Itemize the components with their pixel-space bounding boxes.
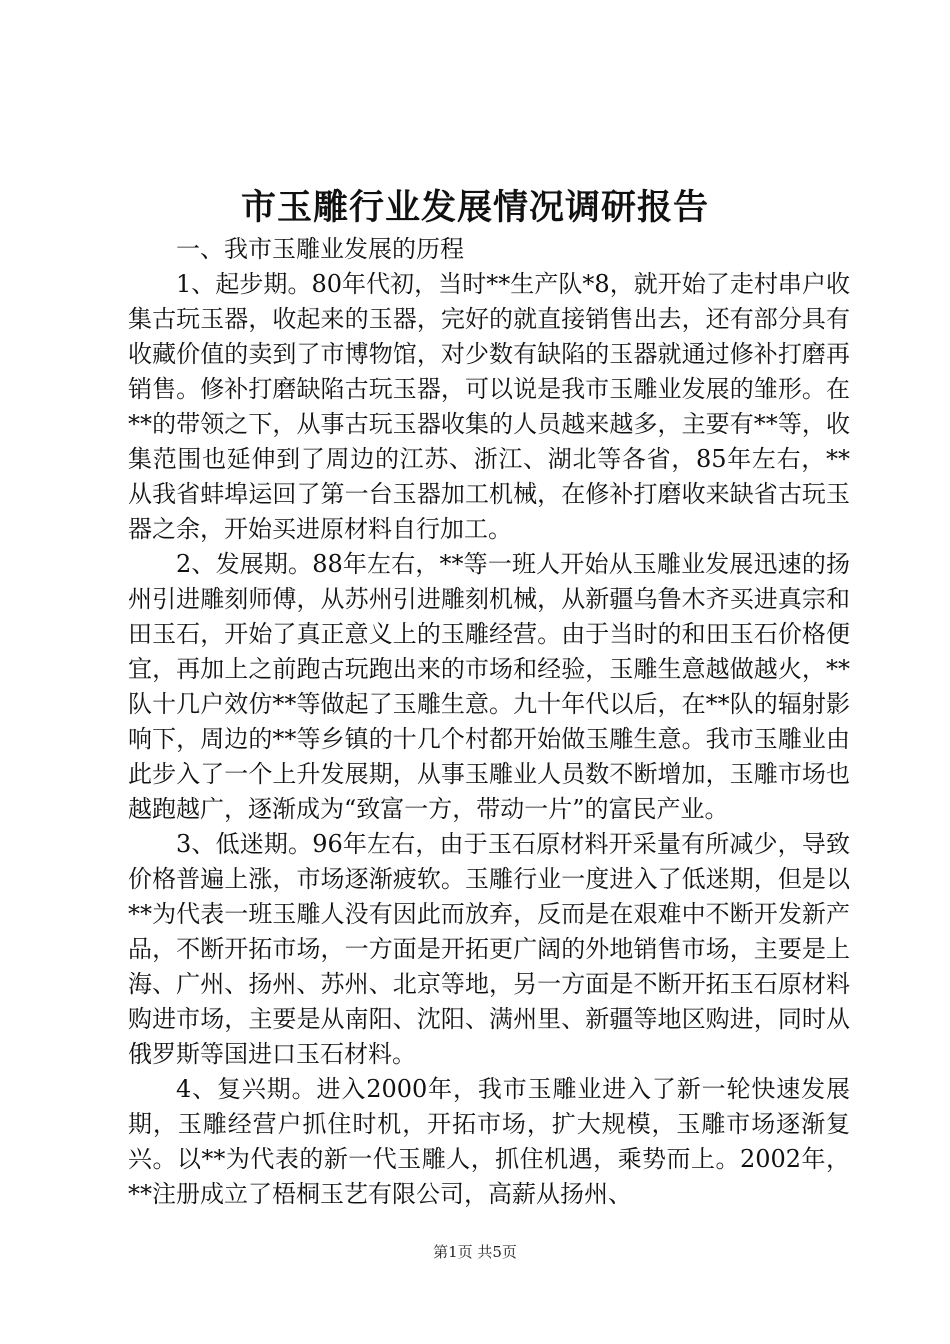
document-title: 市玉雕行业发展情况调研报告 bbox=[240, 187, 709, 228]
section-heading: 一、我市玉雕业发展的历程 bbox=[176, 235, 464, 263]
paragraph-revival-period: 4、复兴期。进入2000年，我市玉雕业进入了新一轮快速发展期，玉雕经营户抓住时机，开拓市场，扩大规模，玉雕市场逐渐复兴。以**为代表的新一代玉雕人，抓住机遇，乘势而上。2002年，**注册成立了梧桐玉艺有限公司，高薪从扬州、 bbox=[128, 1075, 850, 1208]
paragraph-development-period: 2、发展期。88年左右，**等一班人开始从玉雕业发展迅速的扬州引进雕刻师傅，从苏州引进雕刻机械，从新疆乌鲁木齐买进真宗和田玉石，开始了真正意义上的玉雕经营。由于当时的和田玉石价格便宜，再加上之前跑古玩跑出来的市场和经验，玉雕生意越做越火，**队十几户效仿**等做起了玉雕生意。九十年代以后，在**队的辐射影响下，周边的**等乡镇的十几个村都开始做玉雕生意。我市玉雕业由此步入了一个上升发展期，从事玉雕业人员数不断增加，玉雕市场也越跑越广，逐渐成为“致富一方，带动一片”的富民产业。 bbox=[128, 550, 850, 823]
paragraph-downturn-period: 3、低迷期。96年左右，由于玉石原材料开采量有所减少，导致价格普遍上涨，市场逐渐疲软。玉雕行业一度进入了低迷期，但是以**为代表一班玉雕人没有因此而放弃，反而是在艰难中不断开发新产品，不断开拓市场，一方面是开拓更广阔的外地销售市场，主要是上海、广州、扬州、苏州、北京等地，另一方面是不断开拓玉石原材料购进市场，主要是从南阳、沈阳、满州里、新疆等地区购进，同时从俄罗斯等国进口玉石材料。 bbox=[128, 830, 850, 1068]
paragraph-startup-period: 1、起步期。80年代初，当时**生产队*8，就开始了走村串户收集古玩玉器，收起来的玉器，完好的就直接销售出去，还有部分具有收藏价值的卖到了市博物馆，对少数有缺陷的玉器就通过修补打磨再销售。修补打磨缺陷古玩玉器，可以说是我市玉雕业发展的雏形。在**的带领之下，从事古玩玉器收集的人员越来越多，主要有**等，收集范围也延伸到了周边的江苏、浙江、湖北等各省，85年左右，**从我省蚌埠运回了第一台玉器加工机械，在修补打磨收来缺省古玩玉器之余，开始买进原材料自行加工。 bbox=[128, 270, 850, 543]
page-footer: 第1页 共5页 bbox=[433, 1243, 517, 1261]
document-body bbox=[128, 232, 850, 1212]
